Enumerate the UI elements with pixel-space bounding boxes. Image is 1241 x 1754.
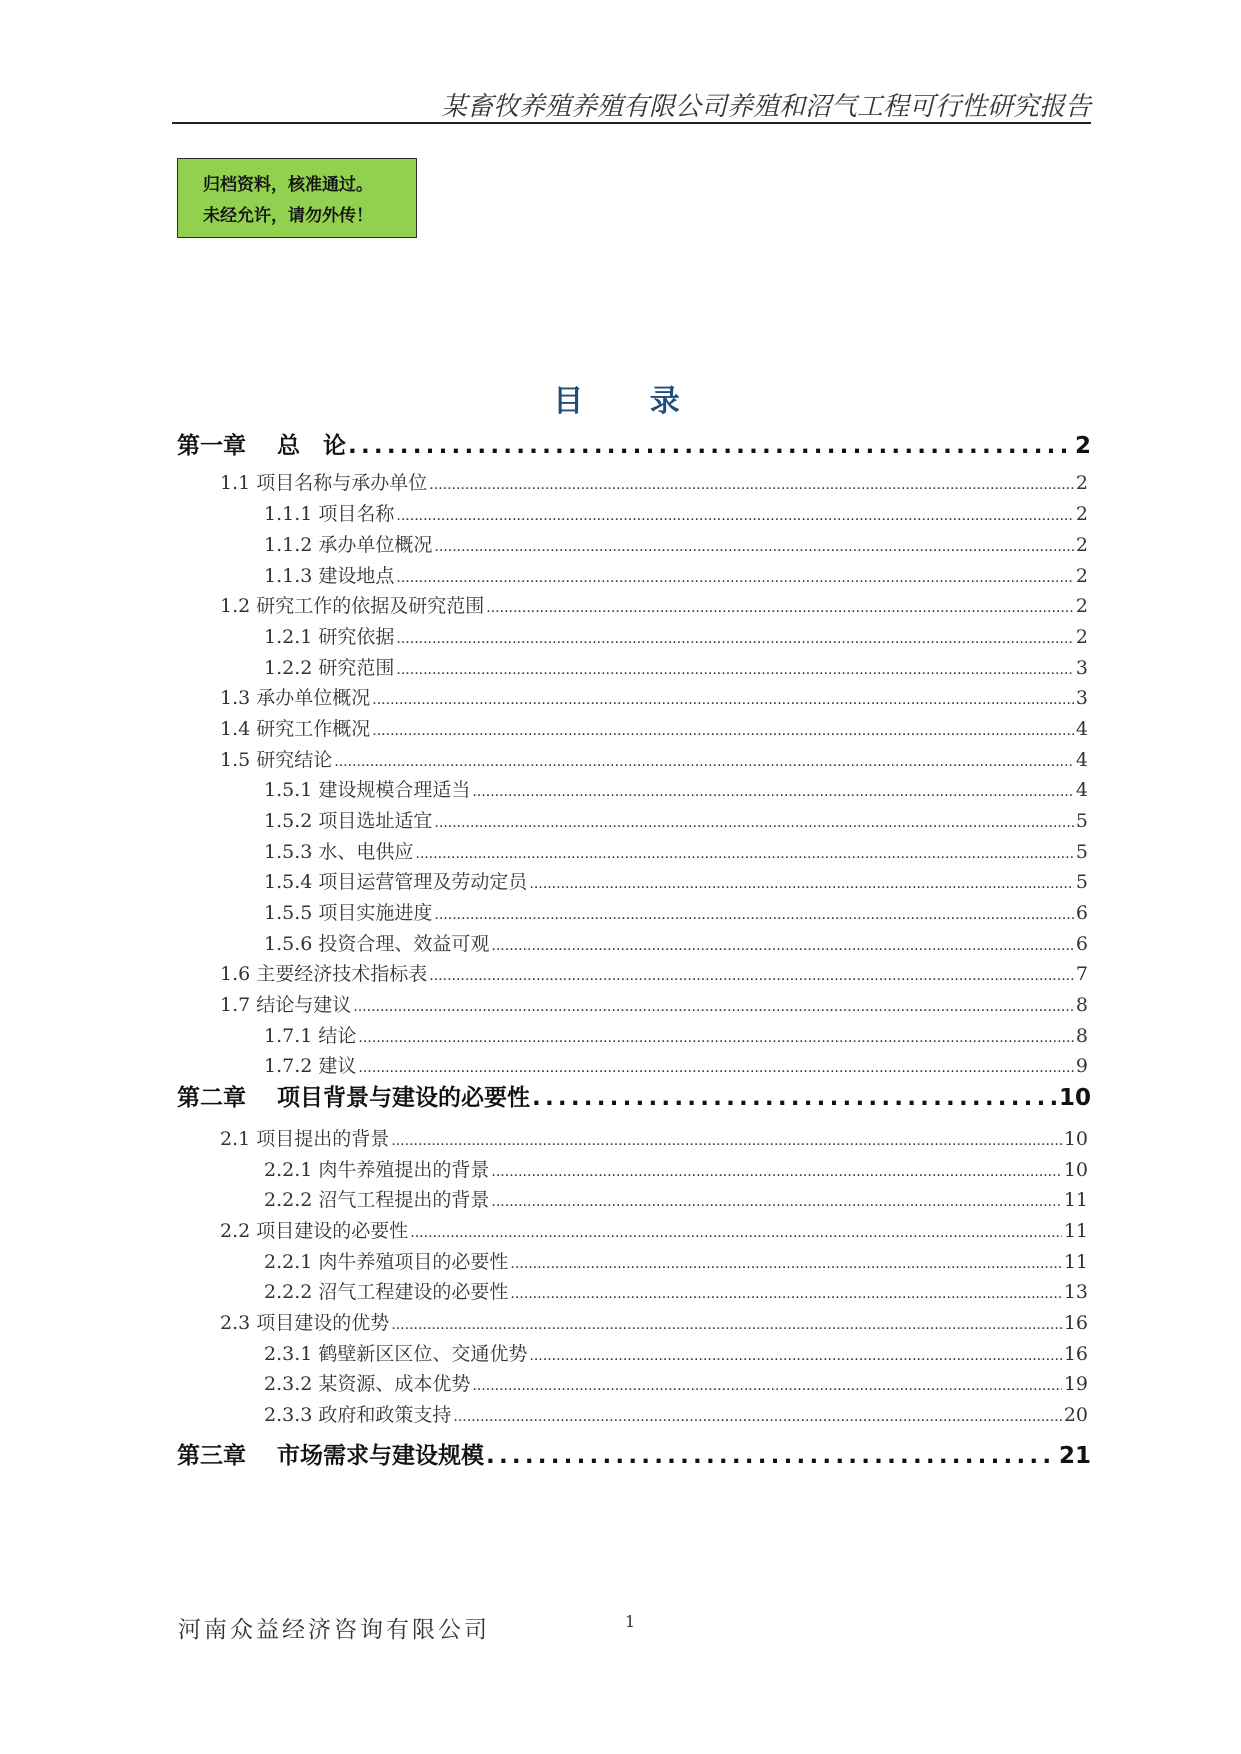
toc-entry-page: 6 [1075,902,1088,924]
toc-entry[interactable] [264,898,1088,925]
toc-entry[interactable] [220,959,1088,986]
toc-entry-page: 16 [1063,1343,1088,1365]
toc-entry[interactable] [264,1021,1088,1048]
toc-entry-page: 8 [1075,994,1088,1016]
toc-dot-leader [491,938,1074,954]
toc-entry-page: 8 [1075,1025,1088,1047]
toc-entry-page: 2 [1075,534,1088,556]
toc-dot-leader [434,815,1074,831]
toc-entry[interactable] [264,806,1088,833]
toc-entry-page: 2 [1074,433,1091,459]
toc-dot-leader [529,1348,1061,1364]
toc-entry-label: 2.2 项目建设的必要性 [220,1220,409,1242]
toc-entry-label: 2.1 项目提出的背景 [220,1128,390,1150]
toc-entry[interactable] [220,1124,1088,1151]
toc-entry-page: 19 [1063,1373,1088,1395]
toc-dot-leader [429,477,1074,493]
toc-entry-page: 4 [1075,779,1088,801]
toc-entry-label: 1.2.1 研究依据 [264,626,395,648]
toc-dot-leader [510,1286,1061,1302]
toc-entry-page: 3 [1075,687,1088,709]
toc-entry-label: 1.5.6 投资合理、效益可观 [264,933,490,955]
toc-dot-leader [472,1378,1061,1394]
toc-dot-leader [353,999,1074,1015]
toc-entry[interactable] [264,775,1088,802]
toc-entry[interactable] [264,1247,1088,1274]
footer-company: 河南众益经济咨询有限公司 [178,1617,490,1643]
toc-entry[interactable] [264,837,1088,864]
toc-entry-page: 10 [1058,1085,1091,1111]
toc-entry[interactable] [264,1277,1088,1304]
toc-entry[interactable] [264,622,1088,649]
toc-entry-page: 2 [1075,565,1088,587]
toc-entry-label: 1.1.2 承办单位概况 [264,534,433,556]
toc-entry-page: 13 [1063,1281,1088,1303]
toc-entry-label: 1.2 研究工作的依据及研究范围 [220,595,485,617]
toc-entry-label: 1.5.5 项目实施进度 [264,902,433,924]
toc-dot-leader [453,1409,1061,1425]
toc-entry-page: 5 [1075,810,1088,832]
toc-entry-label: 1.1 项目名称与承办单位 [220,472,428,494]
toc-entry-label: 2.3 项目建设的优势 [220,1312,390,1334]
toc-entry-page: 4 [1075,749,1088,771]
toc-dot-leader [532,1085,1057,1111]
toc-dot-leader [372,723,1074,739]
toc-entry-label: 1.5 研究结论 [220,749,333,771]
toc-entry-page: 2 [1075,595,1088,617]
toc-entry-label: 第二章 项目背景与建设的必要性 [177,1085,531,1111]
toc-entry[interactable] [220,714,1088,741]
toc-entry-page: 2 [1075,626,1088,648]
toc-entry-page: 10 [1063,1128,1088,1150]
toc-dot-leader [358,1030,1074,1046]
toc-entry-label: 1.7 结论与建议 [220,994,352,1016]
toc-entry[interactable] [220,990,1088,1017]
toc-dot-leader [334,754,1074,770]
toc-entry[interactable] [264,1339,1088,1366]
toc-entry[interactable] [264,1155,1088,1182]
toc-entry[interactable] [264,867,1088,894]
toc-dot-leader [410,1225,1062,1241]
toc-dot-leader [434,539,1074,555]
toc-entry-label: 1.7.1 结论 [264,1025,357,1047]
toc-entry-label: 第三章 市场需求与建设规模 [177,1443,485,1469]
toc-dot-leader [486,600,1074,616]
toc-entry-page: 16 [1063,1312,1088,1334]
toc-entry-label: 1.1.3 建设地点 [264,565,395,587]
toc-entry-label: 1.2.2 研究范围 [264,657,395,679]
toc-entry[interactable] [220,683,1088,710]
toc-entry-page: 11 [1063,1251,1088,1273]
toc-dot-leader [491,1164,1061,1180]
toc-entry-page: 2 [1075,503,1088,525]
toc-entry[interactable] [264,929,1088,956]
toc-entry[interactable] [220,1308,1088,1335]
toc-entry-page: 5 [1075,871,1088,893]
toc-dot-leader [348,433,1073,459]
toc-entry[interactable] [264,1185,1088,1212]
toc-dot-leader [391,1133,1062,1149]
toc-dot-leader [396,662,1074,678]
toc-entry[interactable] [264,561,1088,588]
toc-entry-label: 1.5.2 项目选址适宜 [264,810,433,832]
toc-entry[interactable] [264,530,1088,557]
toc-entry[interactable] [177,427,1091,460]
footer-page-number: 1 [625,1612,636,1631]
toc-entry-label: 1.6 主要经济技术指标表 [220,963,428,985]
toc-entry-label: 2.2.2 沼气工程提出的背景 [264,1189,490,1211]
toc-title: 目 录 [553,384,708,419]
toc-entry-page: 2 [1075,472,1088,494]
toc-entry-label: 1.3 承办单位概况 [220,687,371,709]
toc-dot-leader [510,1256,1061,1272]
toc-dot-leader [434,907,1074,923]
stamp-line-2: 未经允许，请勿外传！ [203,206,373,226]
report-title-header: 某畜牧养殖养殖有限公司养殖和沼气工程可行性研究报告 [440,92,1091,122]
toc-entry-label: 1.5.1 建设规模合理适当 [264,779,471,801]
toc-dot-leader [396,508,1074,524]
toc-entry[interactable] [220,591,1088,618]
toc-entry-label: 2.2.1 肉牛养殖项目的必要性 [264,1251,509,1273]
toc-dot-leader [396,631,1074,647]
toc-dot-leader [491,1194,1061,1210]
toc-entry-label: 2.2.2 沼气工程建设的必要性 [264,1281,509,1303]
toc-entry[interactable] [264,1369,1088,1396]
toc-entry-label: 1.7.2 建议 [264,1055,357,1077]
toc-entry-page: 9 [1075,1055,1088,1077]
toc-entry[interactable] [264,1051,1088,1078]
toc-entry[interactable] [264,653,1088,680]
toc-entry[interactable] [220,745,1088,772]
toc-dot-leader [529,876,1074,892]
toc-entry[interactable] [220,468,1088,495]
toc-entry-page: 3 [1075,657,1088,679]
header-rule [172,122,1091,124]
toc-entry-label: 2.3.2 某资源、成本优势 [264,1373,471,1395]
toc-entry-label: 2.3.3 政府和政策支持 [264,1404,452,1426]
toc-entry-page: 11 [1063,1220,1088,1242]
archive-stamp [177,158,417,238]
toc-entry-page: 4 [1075,718,1088,740]
toc-entry-label: 1.4 研究工作概况 [220,718,371,740]
toc-entry-label: 1.5.4 项目运营管理及劳动定员 [264,871,528,893]
toc-entry-page: 6 [1075,933,1088,955]
toc-entry[interactable] [264,1400,1088,1427]
toc-dot-leader [372,692,1074,708]
toc-entry[interactable] [177,1079,1091,1112]
toc-entry[interactable] [264,499,1088,526]
toc-entry-page: 11 [1063,1189,1088,1211]
toc-dot-leader [358,1060,1074,1076]
toc-dot-leader [415,846,1074,862]
toc-entry[interactable] [177,1437,1091,1470]
toc-dot-leader [429,968,1074,984]
toc-entry-label: 1.1.1 项目名称 [264,503,395,525]
toc-entry-page: 10 [1063,1159,1088,1181]
toc-entry-label: 1.5.3 水、电供应 [264,841,414,863]
toc-entry[interactable] [220,1216,1088,1243]
toc-entry-label: 第一章 总 论 [177,433,347,459]
stamp-line-1: 归档资料，核准通过。 [203,175,373,195]
toc-dot-leader [472,784,1074,800]
toc-dot-leader [396,570,1074,586]
toc-dot-leader [486,1443,1057,1469]
toc-entry-label: 2.2.1 肉牛养殖提出的背景 [264,1159,490,1181]
toc-entry-label: 2.3.1 鹤壁新区区位、交通优势 [264,1343,528,1365]
toc-entry-page: 5 [1075,841,1088,863]
toc-dot-leader [391,1317,1062,1333]
toc-entry-page: 7 [1075,963,1088,985]
toc-entry-page: 20 [1063,1404,1088,1426]
toc-entry-page: 21 [1058,1443,1091,1469]
